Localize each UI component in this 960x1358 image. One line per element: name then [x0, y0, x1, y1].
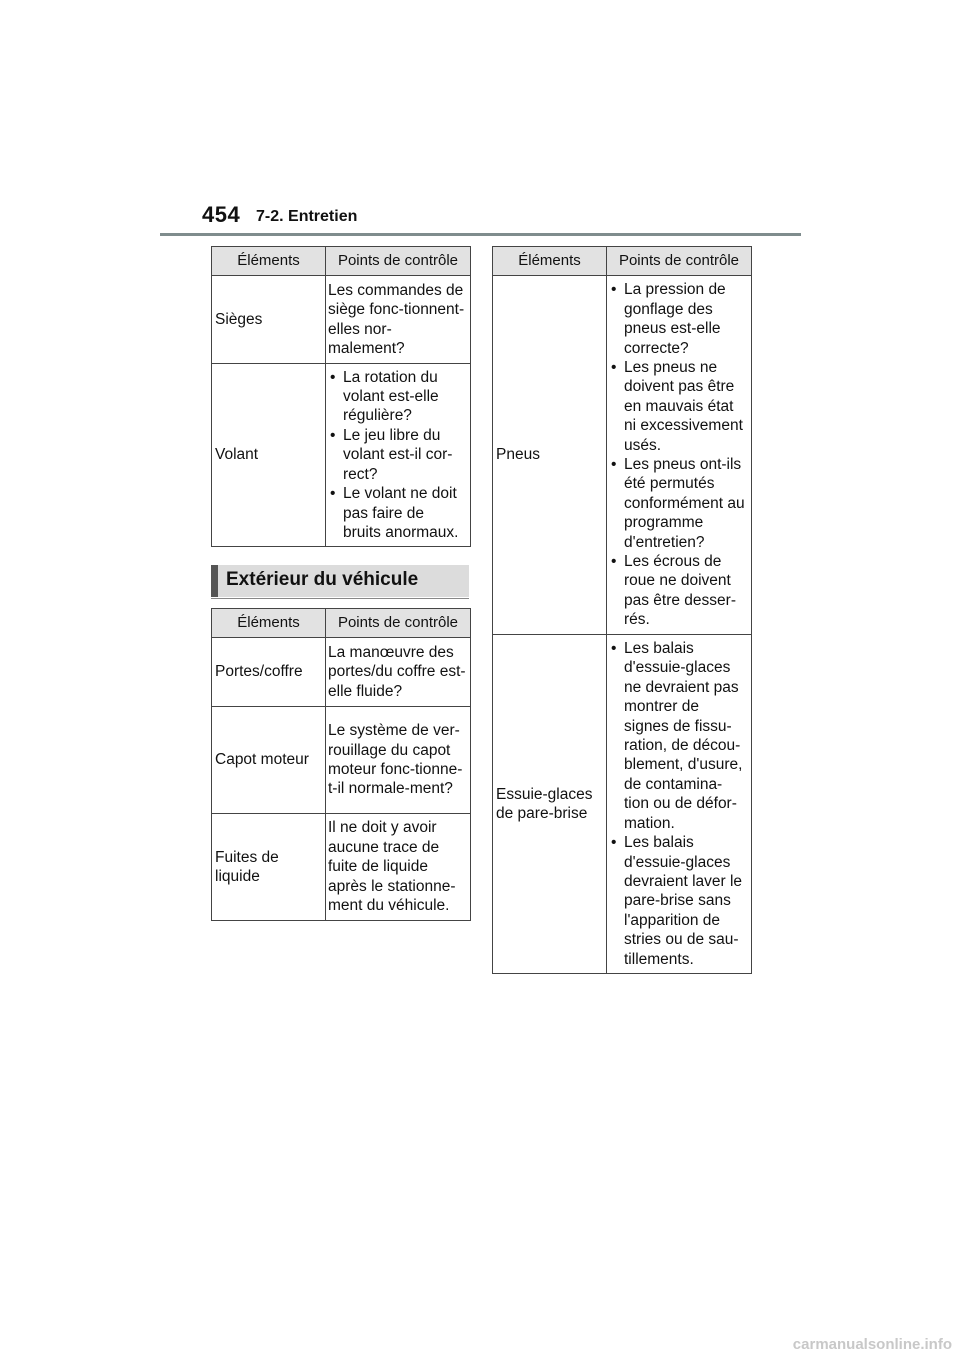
points-cell: Il ne doit y avoir aucune trace de fuite de liquide après le stationne-ment du véhicule.: [326, 814, 471, 921]
page-number: 454: [202, 202, 241, 227]
item-cell: Pneus: [493, 276, 607, 635]
table-row: [212, 364, 471, 547]
column-header-points: Points de contrôle: [326, 609, 471, 638]
item-cell: Capot moteur: [212, 707, 326, 814]
subheading: Extérieur du véhicule: [211, 565, 469, 597]
table-row: [212, 638, 471, 707]
item-cell: Portes/coffre: [212, 638, 326, 707]
list-item: • Les balais d'essuie-glaces devraient laver le pare-brise sans l'apparition de stries ou de sau-tillements.: [609, 833, 747, 969]
exterior-check-table: [211, 608, 471, 921]
list-item: • La rotation du volant est-elle régulière?: [328, 368, 466, 426]
column-header-points: Points de contrôle: [326, 247, 471, 276]
tires-wipers-check-table: [492, 246, 752, 974]
item-cell: Volant: [212, 364, 326, 547]
item-cell: Fuites de liquide: [212, 814, 326, 921]
table-header-row: [493, 247, 752, 276]
list-item: • Les écrous de roue ne doivent pas être desser-rés.: [609, 552, 747, 630]
table-row: [212, 276, 471, 364]
points-cell: Le système de ver-rouillage du capot moteur fonc-tionne-t-il normale-ment?: [326, 707, 471, 814]
list-item: • Le volant ne doit pas faire de bruits anormaux.: [328, 484, 466, 542]
list-item: • Le jeu libre du volant est-il cor-rect?: [328, 426, 466, 484]
points-cell: Les commandes de siège fonc-tionnent-elles nor-malement?: [326, 276, 471, 364]
column-header-items: Éléments: [212, 247, 326, 276]
interior-check-table: [211, 246, 471, 547]
subheading-rule: [211, 598, 469, 599]
table-header-row: [212, 609, 471, 638]
column-header-items: Éléments: [212, 609, 326, 638]
column-header-items: Éléments: [493, 247, 607, 276]
points-cell: [607, 635, 752, 974]
table-header-row: [212, 247, 471, 276]
item-cell: Sièges: [212, 276, 326, 364]
table-row: [212, 707, 471, 814]
table-row: [493, 635, 752, 974]
list-item: • Les balais d'essuie-glaces ne devraient pas montrer de signes de fissu-ration, de décou-blement, d'usure, de contamina-tion ou de défor-mation.: [609, 639, 747, 833]
column-header-points: Points de contrôle: [607, 247, 752, 276]
list-item: • La pression de gonflage des pneus est-elle correcte?: [609, 280, 747, 358]
list-item: • Les pneus ont-ils été permutés conformément au programme d'entretien?: [609, 455, 747, 552]
header-rule: [160, 233, 801, 236]
list-item: • Les pneus ne doivent pas être en mauvais état ni excessivement usés.: [609, 358, 747, 455]
watermark-footer: carmanualsonline.info: [792, 1336, 952, 1353]
table-row: [212, 814, 471, 921]
points-cell: La manœuvre des portes/du coffre est-elle fluide?: [326, 638, 471, 707]
item-cell: Essuie-glaces de pare-brise: [493, 635, 607, 974]
section-title: 7-2. Entretien: [256, 208, 358, 225]
table-row: [493, 276, 752, 635]
points-cell: [326, 364, 471, 547]
points-cell: [607, 276, 752, 635]
